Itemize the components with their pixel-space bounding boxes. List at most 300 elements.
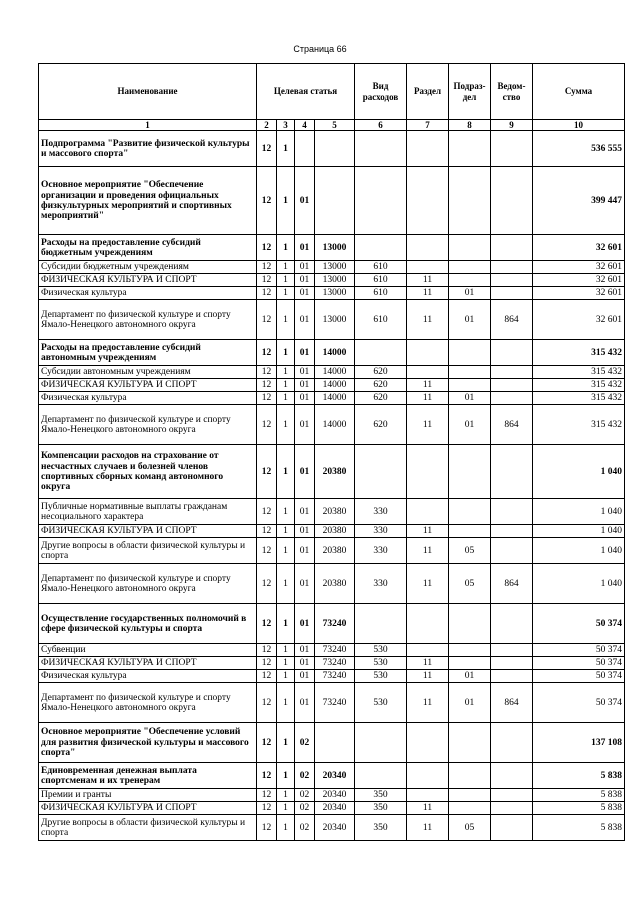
code-part-3: 1 bbox=[277, 789, 295, 802]
section-code: 11 bbox=[407, 815, 449, 841]
table-row bbox=[39, 802, 625, 815]
code-part-2: 12 bbox=[257, 261, 277, 274]
code-part-5: 14000 bbox=[315, 366, 355, 379]
table-row bbox=[39, 670, 625, 683]
table-row bbox=[39, 604, 625, 644]
expense-type: 610 bbox=[355, 274, 407, 287]
row-name: Публичные нормативные выплаты гражданам несоциального характера bbox=[39, 499, 257, 525]
expense-type: 330 bbox=[355, 525, 407, 538]
expense-type: 350 bbox=[355, 789, 407, 802]
header-row bbox=[39, 64, 625, 120]
code-part-5 bbox=[315, 723, 355, 763]
section-code: 11 bbox=[407, 392, 449, 405]
table-row bbox=[39, 683, 625, 723]
code-part-5: 14000 bbox=[315, 340, 355, 366]
column-number: 5 bbox=[315, 120, 355, 131]
header-department: Ведом-ство bbox=[491, 64, 533, 120]
subsection-code bbox=[449, 340, 491, 366]
code-part-5 bbox=[315, 131, 355, 167]
row-name: Физическая культура bbox=[39, 287, 257, 300]
subsection-code bbox=[449, 604, 491, 644]
code-part-3: 1 bbox=[277, 802, 295, 815]
code-part-4: 02 bbox=[295, 723, 315, 763]
code-part-3: 1 bbox=[277, 644, 295, 657]
code-part-2: 12 bbox=[257, 392, 277, 405]
code-part-2: 12 bbox=[257, 131, 277, 167]
section-code bbox=[407, 366, 449, 379]
row-sum: 315 432 bbox=[533, 379, 625, 392]
code-part-2: 12 bbox=[257, 802, 277, 815]
column-number-row bbox=[39, 120, 625, 131]
department-code bbox=[491, 287, 533, 300]
code-part-3: 1 bbox=[277, 392, 295, 405]
code-part-2: 12 bbox=[257, 644, 277, 657]
department-code bbox=[491, 340, 533, 366]
code-part-5: 20380 bbox=[315, 564, 355, 604]
row-sum: 32 601 bbox=[533, 261, 625, 274]
department-code: 864 bbox=[491, 683, 533, 723]
row-name: Департамент по физической культуре и спорту Ямало-Ненецкого автономного округа bbox=[39, 405, 257, 445]
code-part-3: 1 bbox=[277, 274, 295, 287]
subsection-code bbox=[449, 763, 491, 789]
code-part-4: 01 bbox=[295, 340, 315, 366]
section-code: 11 bbox=[407, 274, 449, 287]
department-code bbox=[491, 167, 533, 235]
row-name: Подпрограмма "Развитие физической культуры и массового спорта" bbox=[39, 131, 257, 167]
section-code bbox=[407, 499, 449, 525]
row-name: Другие вопросы в области физической культуры и спорта bbox=[39, 815, 257, 841]
code-part-3: 1 bbox=[277, 723, 295, 763]
subsection-code bbox=[449, 167, 491, 235]
row-sum: 1 040 bbox=[533, 538, 625, 564]
subsection-code: 01 bbox=[449, 405, 491, 445]
expense-type bbox=[355, 445, 407, 499]
department-code bbox=[491, 763, 533, 789]
table-row bbox=[39, 379, 625, 392]
table-row bbox=[39, 815, 625, 841]
budget-table bbox=[38, 63, 625, 841]
column-number: 1 bbox=[39, 120, 257, 131]
expense-type: 610 bbox=[355, 261, 407, 274]
code-part-5: 14000 bbox=[315, 405, 355, 445]
expense-type: 620 bbox=[355, 405, 407, 445]
code-part-4: 01 bbox=[295, 379, 315, 392]
row-sum: 32 601 bbox=[533, 300, 625, 340]
code-part-5: 13000 bbox=[315, 235, 355, 261]
expense-type: 330 bbox=[355, 499, 407, 525]
subsection-code bbox=[449, 723, 491, 763]
row-name: Департамент по физической культуре и спорту Ямало-Ненецкого автономного округа bbox=[39, 564, 257, 604]
section-code bbox=[407, 445, 449, 499]
section-code: 11 bbox=[407, 683, 449, 723]
section-code: 11 bbox=[407, 300, 449, 340]
table-row bbox=[39, 564, 625, 604]
subsection-code bbox=[449, 525, 491, 538]
row-name: Расходы на предоставление субсидий бюджетным учреждениям bbox=[39, 235, 257, 261]
expense-type bbox=[355, 340, 407, 366]
code-part-3: 1 bbox=[277, 167, 295, 235]
code-part-3: 1 bbox=[277, 604, 295, 644]
code-part-5: 14000 bbox=[315, 392, 355, 405]
table-row bbox=[39, 657, 625, 670]
table-row bbox=[39, 167, 625, 235]
expense-type bbox=[355, 167, 407, 235]
row-sum: 315 432 bbox=[533, 405, 625, 445]
table-row bbox=[39, 235, 625, 261]
code-part-2: 12 bbox=[257, 604, 277, 644]
code-part-3: 1 bbox=[277, 499, 295, 525]
code-part-5: 13000 bbox=[315, 261, 355, 274]
code-part-5: 73240 bbox=[315, 644, 355, 657]
code-part-3: 1 bbox=[277, 445, 295, 499]
subsection-code bbox=[449, 379, 491, 392]
code-part-4: 01 bbox=[295, 644, 315, 657]
row-sum: 536 555 bbox=[533, 131, 625, 167]
section-code: 11 bbox=[407, 657, 449, 670]
code-part-5: 73240 bbox=[315, 657, 355, 670]
code-part-3: 1 bbox=[277, 261, 295, 274]
table-row bbox=[39, 789, 625, 802]
expense-type bbox=[355, 235, 407, 261]
row-name: ФИЗИЧЕСКАЯ КУЛЬТУРА И СПОРТ bbox=[39, 379, 257, 392]
row-sum: 1 040 bbox=[533, 564, 625, 604]
column-number: 2 bbox=[257, 120, 277, 131]
department-code bbox=[491, 604, 533, 644]
code-part-2: 12 bbox=[257, 445, 277, 499]
row-sum: 5 838 bbox=[533, 789, 625, 802]
row-sum: 137 108 bbox=[533, 723, 625, 763]
code-part-3: 1 bbox=[277, 131, 295, 167]
code-part-5: 20380 bbox=[315, 445, 355, 499]
expense-type: 610 bbox=[355, 300, 407, 340]
row-sum: 315 432 bbox=[533, 366, 625, 379]
column-number: 7 bbox=[407, 120, 449, 131]
section-code bbox=[407, 131, 449, 167]
column-number: 10 bbox=[533, 120, 625, 131]
expense-type: 620 bbox=[355, 379, 407, 392]
subsection-code bbox=[449, 131, 491, 167]
row-name: Департамент по физической культуре и спорту Ямало-Ненецкого автономного округа bbox=[39, 300, 257, 340]
subsection-code: 01 bbox=[449, 300, 491, 340]
row-name: Субсидии автономным учреждениям bbox=[39, 366, 257, 379]
code-part-5 bbox=[315, 167, 355, 235]
subsection-code: 01 bbox=[449, 287, 491, 300]
code-part-2: 12 bbox=[257, 815, 277, 841]
row-sum: 1 040 bbox=[533, 499, 625, 525]
code-part-5: 13000 bbox=[315, 287, 355, 300]
row-sum: 32 601 bbox=[533, 274, 625, 287]
subsection-code bbox=[449, 445, 491, 499]
row-sum: 50 374 bbox=[533, 670, 625, 683]
department-code bbox=[491, 274, 533, 287]
code-part-5: 20340 bbox=[315, 802, 355, 815]
department-code bbox=[491, 789, 533, 802]
row-sum: 315 432 bbox=[533, 392, 625, 405]
row-name: Основное мероприятие "Обеспечение организации и проведения официальных физкультурных мероприятий и спортивных мероприятий" bbox=[39, 167, 257, 235]
table-row bbox=[39, 131, 625, 167]
code-part-4: 01 bbox=[295, 683, 315, 723]
department-code bbox=[491, 525, 533, 538]
row-name: Расходы на предоставление субсидий автономным учреждениям bbox=[39, 340, 257, 366]
code-part-3: 1 bbox=[277, 300, 295, 340]
code-part-2: 12 bbox=[257, 789, 277, 802]
table-row bbox=[39, 445, 625, 499]
subsection-code bbox=[449, 274, 491, 287]
section-code bbox=[407, 789, 449, 802]
code-part-5: 20340 bbox=[315, 763, 355, 789]
row-sum: 50 374 bbox=[533, 657, 625, 670]
row-sum: 1 040 bbox=[533, 525, 625, 538]
section-code: 11 bbox=[407, 525, 449, 538]
code-part-4: 02 bbox=[295, 815, 315, 841]
row-name: Другие вопросы в области физической культуры и спорта bbox=[39, 538, 257, 564]
row-sum: 1 040 bbox=[533, 445, 625, 499]
table-row bbox=[39, 261, 625, 274]
table-body bbox=[39, 131, 625, 841]
row-name: Основное мероприятие "Обеспечение условий для развития физической культуры и массового спорта" bbox=[39, 723, 257, 763]
code-part-2: 12 bbox=[257, 525, 277, 538]
department-code bbox=[491, 657, 533, 670]
row-sum: 50 374 bbox=[533, 683, 625, 723]
table-row bbox=[39, 287, 625, 300]
code-part-2: 12 bbox=[257, 405, 277, 445]
table-row bbox=[39, 405, 625, 445]
code-part-2: 12 bbox=[257, 167, 277, 235]
table-row bbox=[39, 763, 625, 789]
row-sum: 50 374 bbox=[533, 604, 625, 644]
table-row bbox=[39, 644, 625, 657]
section-code bbox=[407, 723, 449, 763]
subsection-code bbox=[449, 644, 491, 657]
code-part-4: 01 bbox=[295, 274, 315, 287]
department-code bbox=[491, 131, 533, 167]
code-part-3: 1 bbox=[277, 815, 295, 841]
row-name: Субсидии бюджетным учреждениям bbox=[39, 261, 257, 274]
row-name: Премии и гранты bbox=[39, 789, 257, 802]
department-code: 864 bbox=[491, 405, 533, 445]
code-part-5: 73240 bbox=[315, 670, 355, 683]
department-code bbox=[491, 670, 533, 683]
section-code: 11 bbox=[407, 379, 449, 392]
table-row bbox=[39, 499, 625, 525]
code-part-2: 12 bbox=[257, 379, 277, 392]
code-part-4: 01 bbox=[295, 366, 315, 379]
code-part-4: 01 bbox=[295, 235, 315, 261]
expense-type: 530 bbox=[355, 670, 407, 683]
section-code bbox=[407, 763, 449, 789]
code-part-2: 12 bbox=[257, 340, 277, 366]
column-number: 3 bbox=[277, 120, 295, 131]
code-part-4: 01 bbox=[295, 538, 315, 564]
section-code: 11 bbox=[407, 405, 449, 445]
header-subsection: Подраз-дел bbox=[449, 64, 491, 120]
table-row bbox=[39, 538, 625, 564]
code-part-3: 1 bbox=[277, 763, 295, 789]
code-part-4: 01 bbox=[295, 392, 315, 405]
section-code: 11 bbox=[407, 670, 449, 683]
row-name: ФИЗИЧЕСКАЯ КУЛЬТУРА И СПОРТ bbox=[39, 802, 257, 815]
subsection-code: 05 bbox=[449, 815, 491, 841]
expense-type bbox=[355, 131, 407, 167]
code-part-5: 73240 bbox=[315, 604, 355, 644]
department-code bbox=[491, 261, 533, 274]
page-number-label: Страница 66 bbox=[293, 44, 347, 54]
code-part-5: 20380 bbox=[315, 538, 355, 564]
code-part-4: 01 bbox=[295, 405, 315, 445]
table-row bbox=[39, 300, 625, 340]
expense-type: 330 bbox=[355, 538, 407, 564]
header-section: Раздел bbox=[407, 64, 449, 120]
code-part-3: 1 bbox=[277, 366, 295, 379]
section-code bbox=[407, 167, 449, 235]
expense-type: 530 bbox=[355, 644, 407, 657]
code-part-4: 02 bbox=[295, 802, 315, 815]
row-name: ФИЗИЧЕСКАЯ КУЛЬТУРА И СПОРТ bbox=[39, 525, 257, 538]
code-part-4: 01 bbox=[295, 657, 315, 670]
section-code bbox=[407, 235, 449, 261]
row-sum: 32 601 bbox=[533, 235, 625, 261]
column-number: 6 bbox=[355, 120, 407, 131]
table-row bbox=[39, 366, 625, 379]
code-part-5: 20340 bbox=[315, 789, 355, 802]
column-number: 8 bbox=[449, 120, 491, 131]
code-part-2: 12 bbox=[257, 763, 277, 789]
row-sum: 5 838 bbox=[533, 802, 625, 815]
row-sum: 32 601 bbox=[533, 287, 625, 300]
expense-type bbox=[355, 763, 407, 789]
row-name: ФИЗИЧЕСКАЯ КУЛЬТУРА И СПОРТ bbox=[39, 274, 257, 287]
department-code: 864 bbox=[491, 564, 533, 604]
expense-type: 350 bbox=[355, 815, 407, 841]
department-code: 864 bbox=[491, 300, 533, 340]
code-part-5: 73240 bbox=[315, 683, 355, 723]
code-part-5: 20340 bbox=[315, 815, 355, 841]
code-part-5: 20380 bbox=[315, 525, 355, 538]
code-part-3: 1 bbox=[277, 670, 295, 683]
code-part-4: 01 bbox=[295, 604, 315, 644]
department-code bbox=[491, 379, 533, 392]
row-name: Субвенции bbox=[39, 644, 257, 657]
code-part-4: 01 bbox=[295, 499, 315, 525]
code-part-3: 1 bbox=[277, 340, 295, 366]
expense-type: 330 bbox=[355, 564, 407, 604]
code-part-3: 1 bbox=[277, 564, 295, 604]
code-part-5: 20380 bbox=[315, 499, 355, 525]
code-part-2: 12 bbox=[257, 657, 277, 670]
row-sum: 5 838 bbox=[533, 763, 625, 789]
code-part-3: 1 bbox=[277, 235, 295, 261]
subsection-code bbox=[449, 802, 491, 815]
row-sum: 315 432 bbox=[533, 340, 625, 366]
department-code bbox=[491, 235, 533, 261]
row-name: ФИЗИЧЕСКАЯ КУЛЬТУРА И СПОРТ bbox=[39, 657, 257, 670]
code-part-2: 12 bbox=[257, 366, 277, 379]
expense-type: 610 bbox=[355, 287, 407, 300]
table-row bbox=[39, 274, 625, 287]
row-name: Физическая культура bbox=[39, 392, 257, 405]
department-code bbox=[491, 392, 533, 405]
code-part-2: 12 bbox=[257, 235, 277, 261]
department-code bbox=[491, 815, 533, 841]
section-code bbox=[407, 644, 449, 657]
department-code bbox=[491, 644, 533, 657]
section-code: 11 bbox=[407, 287, 449, 300]
header-sum: Сумма bbox=[533, 64, 625, 120]
code-part-4: 02 bbox=[295, 763, 315, 789]
department-code bbox=[491, 445, 533, 499]
code-part-3: 1 bbox=[277, 525, 295, 538]
code-part-2: 12 bbox=[257, 538, 277, 564]
row-sum: 399 447 bbox=[533, 167, 625, 235]
subsection-code: 01 bbox=[449, 670, 491, 683]
table-row bbox=[39, 525, 625, 538]
code-part-2: 12 bbox=[257, 723, 277, 763]
code-part-2: 12 bbox=[257, 274, 277, 287]
code-part-4: 01 bbox=[295, 167, 315, 235]
code-part-3: 1 bbox=[277, 538, 295, 564]
table-row bbox=[39, 392, 625, 405]
table-row bbox=[39, 723, 625, 763]
subsection-code bbox=[449, 499, 491, 525]
expense-type bbox=[355, 723, 407, 763]
section-code: 11 bbox=[407, 538, 449, 564]
row-sum: 50 374 bbox=[533, 644, 625, 657]
row-name: Компенсации расходов на страхование от несчастных случаев и болезней членов спортивных сборных команд автономного округа bbox=[39, 445, 257, 499]
code-part-4: 02 bbox=[295, 789, 315, 802]
subsection-code bbox=[449, 261, 491, 274]
expense-type bbox=[355, 604, 407, 644]
subsection-code bbox=[449, 657, 491, 670]
section-code: 11 bbox=[407, 564, 449, 604]
expense-type: 620 bbox=[355, 392, 407, 405]
subsection-code bbox=[449, 366, 491, 379]
code-part-3: 1 bbox=[277, 405, 295, 445]
table-row bbox=[39, 340, 625, 366]
code-part-3: 1 bbox=[277, 287, 295, 300]
department-code bbox=[491, 538, 533, 564]
subsection-code: 05 bbox=[449, 564, 491, 604]
expense-type: 350 bbox=[355, 802, 407, 815]
subsection-code: 05 bbox=[449, 538, 491, 564]
code-part-2: 12 bbox=[257, 670, 277, 683]
row-name: Физическая культура bbox=[39, 670, 257, 683]
code-part-2: 12 bbox=[257, 287, 277, 300]
section-code: 11 bbox=[407, 802, 449, 815]
department-code bbox=[491, 723, 533, 763]
header-expense-type: Вид расходов bbox=[355, 64, 407, 120]
row-sum: 5 838 bbox=[533, 815, 625, 841]
row-name: Департамент по физической культуре и спорту Ямало-Ненецкого автономного округа bbox=[39, 683, 257, 723]
department-code bbox=[491, 802, 533, 815]
code-part-2: 12 bbox=[257, 564, 277, 604]
code-part-5: 13000 bbox=[315, 300, 355, 340]
code-part-2: 12 bbox=[257, 300, 277, 340]
row-name: Единовременная денежная выплата спортсменам и их тренерам bbox=[39, 763, 257, 789]
code-part-3: 1 bbox=[277, 379, 295, 392]
expense-type: 620 bbox=[355, 366, 407, 379]
expense-type: 530 bbox=[355, 657, 407, 670]
header-target-article: Целевая статья bbox=[257, 64, 355, 120]
section-code bbox=[407, 604, 449, 644]
department-code bbox=[491, 366, 533, 379]
header-name: Наименование bbox=[39, 64, 257, 120]
code-part-3: 1 bbox=[277, 657, 295, 670]
code-part-4: 01 bbox=[295, 300, 315, 340]
code-part-4: 01 bbox=[295, 287, 315, 300]
row-name: Осуществление государственных полномочий в сфере физической культуры и спорта bbox=[39, 604, 257, 644]
code-part-3: 1 bbox=[277, 683, 295, 723]
subsection-code bbox=[449, 235, 491, 261]
